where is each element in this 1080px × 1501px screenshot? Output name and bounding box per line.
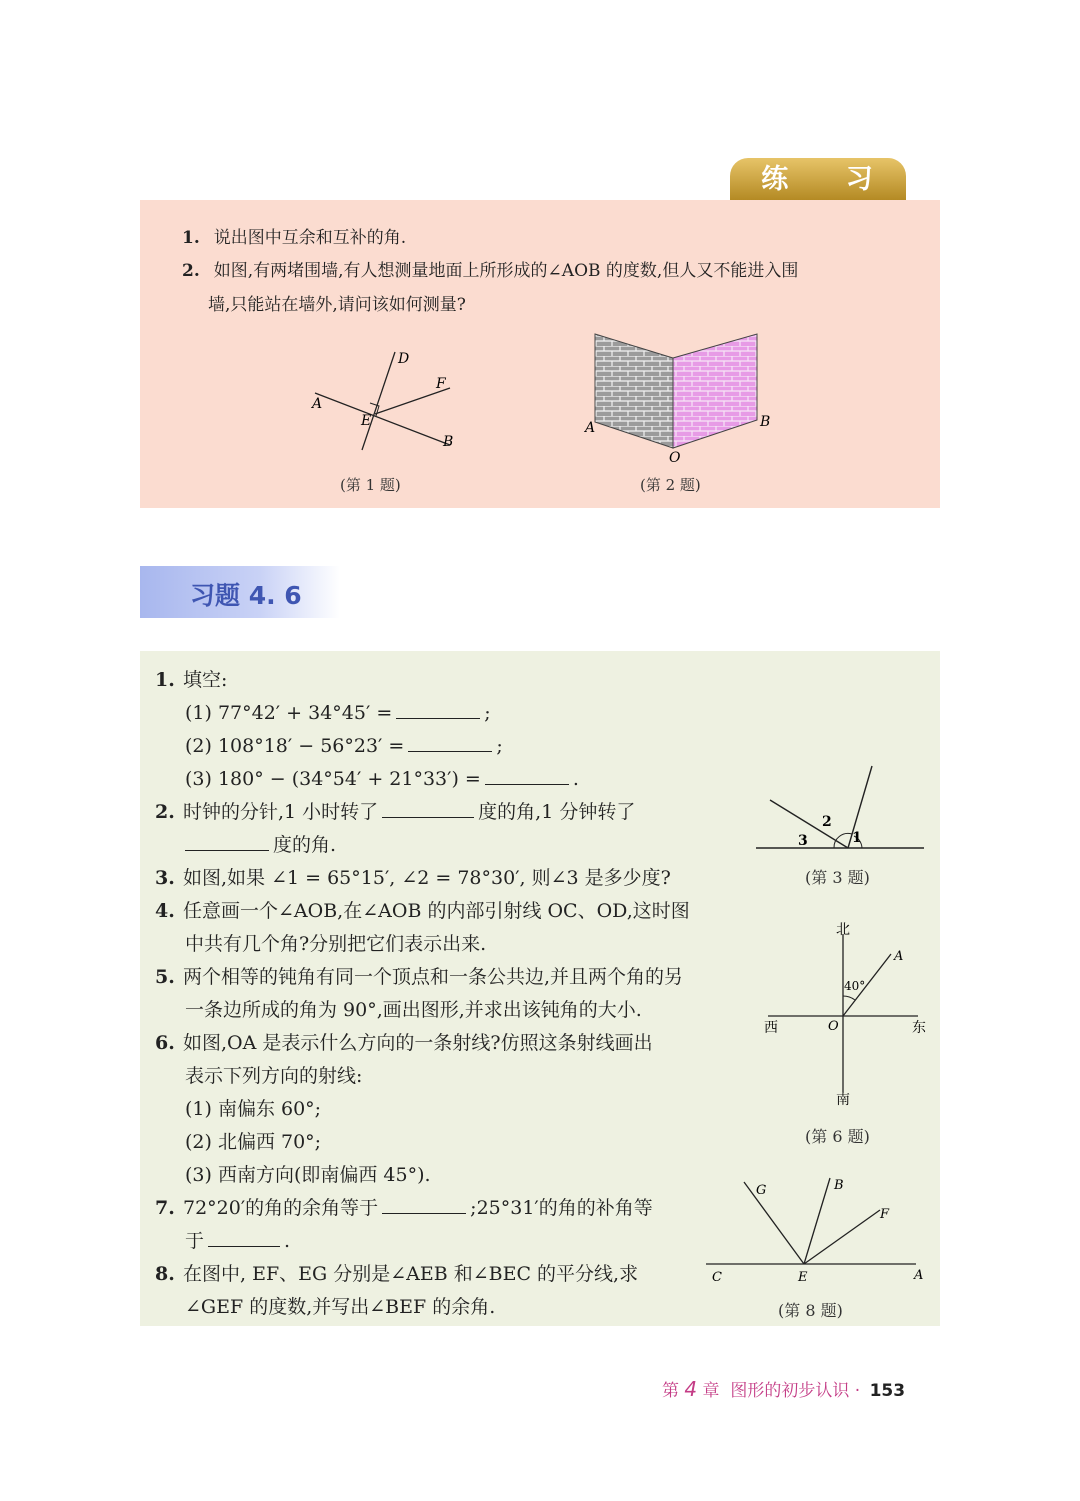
- page-footer: [662, 1376, 905, 1401]
- angle-label: 40°: [844, 979, 866, 993]
- exercise-question-8: [155, 1258, 638, 1290]
- question-number: 1.: [155, 669, 175, 691]
- punct: .: [284, 1230, 291, 1252]
- practice-question-1: [182, 223, 406, 253]
- question-text: 两个相等的钝角有同一个顶点和一条公共边,并且两个角的另: [183, 966, 684, 988]
- label-east: 东: [912, 1020, 926, 1036]
- label-south: 南: [836, 1092, 850, 1108]
- label-o: O: [828, 1019, 839, 1034]
- ray-eg: [744, 1182, 804, 1264]
- q2-text-b: 度的角,1 分钟转了: [478, 801, 636, 823]
- q4-cont: 中共有几个角?分别把它们表示出来.: [185, 933, 487, 955]
- q1-part-2: [155, 730, 503, 762]
- answer-blank[interactable]: [208, 1226, 280, 1247]
- figure-8: [704, 1172, 934, 1290]
- q5-cont: 一条边所成的角为 90°,画出图形,并求出该钝角的大小.: [185, 999, 642, 1021]
- label-1: 1: [852, 830, 862, 846]
- question-number: 2.: [182, 261, 200, 281]
- punct: ;: [484, 702, 491, 724]
- label-c: C: [712, 1270, 722, 1285]
- figure-1: [300, 340, 470, 460]
- exercise-question-2: [155, 796, 635, 828]
- q7-text-b: ;25°31′的角的补角等: [470, 1197, 653, 1219]
- exercise-question-4: [155, 895, 690, 927]
- q6-part-1: (1) 南偏东 60°;: [185, 1098, 322, 1120]
- figure-2-caption: (第 2 题): [640, 476, 701, 494]
- question-number: 3.: [155, 867, 175, 889]
- q1-part-2-text: (2) 108°18′ − 56°23′ =: [185, 735, 405, 757]
- question-number: 4.: [155, 900, 175, 922]
- q8-cont: ∠GEF 的度数,并写出∠BEF 的余角.: [185, 1296, 496, 1318]
- exercise-question-7: [155, 1192, 653, 1224]
- label-e: E: [361, 413, 372, 429]
- practice-question-2-cont: 墙,只能站在墙外,请问该如何测量?: [208, 295, 466, 315]
- label-north: 北: [836, 922, 850, 938]
- line-de: [362, 352, 395, 450]
- q1-part-1-text: (1) 77°42′ + 34°45′ =: [185, 702, 393, 724]
- punct: ;: [496, 735, 503, 757]
- chapter-suffix: 章: [702, 1381, 720, 1401]
- answer-blank[interactable]: [382, 797, 474, 818]
- figure-3-caption: (第 3 题): [805, 868, 870, 887]
- question-text: 任意画一个∠AOB,在∠AOB 的内部引射线 OC、OD,这时图: [183, 900, 690, 922]
- q6-part-2: (2) 北偏西 70°;: [185, 1131, 322, 1153]
- angle-arc: [843, 996, 855, 1000]
- ray-ef: [804, 1210, 880, 1264]
- label-a: A: [914, 1268, 924, 1283]
- punct: .: [572, 768, 579, 790]
- label-west: 西: [764, 1020, 778, 1036]
- q2-text-a: 时钟的分针,1 小时转了: [183, 801, 379, 823]
- q1-part-3: [155, 763, 579, 795]
- question-text: 如图,有两堵围墙,有人想测量地面上所形成的∠AOB 的度数,但人又不能进入围: [213, 261, 799, 281]
- question-text: 如图,OA 是表示什么方向的一条射线?仿照这条射线画出: [183, 1032, 653, 1054]
- chapter-number: 4: [684, 1377, 698, 1401]
- label-f: F: [880, 1207, 890, 1222]
- answer-blank[interactable]: [408, 731, 492, 752]
- label-f: F: [436, 376, 446, 392]
- label-o: O: [669, 450, 681, 466]
- figure-3: [752, 760, 932, 860]
- answer-blank[interactable]: [382, 1193, 466, 1214]
- exercise-title: 习题 4. 6: [190, 581, 302, 610]
- q7-text-c: 于: [185, 1230, 205, 1252]
- q2-text-c: 度的角.: [273, 834, 337, 856]
- q6-part-3: (3) 西南方向(即南偏西 45°).: [185, 1164, 431, 1186]
- ray-left: [770, 800, 848, 848]
- label-a: A: [312, 396, 323, 412]
- question-number: 7.: [155, 1197, 175, 1219]
- figure-2: [580, 326, 780, 466]
- q6-cont: 表示下列方向的射线:: [185, 1065, 363, 1087]
- q2-cont: [155, 829, 336, 861]
- line-ab: [315, 393, 450, 445]
- answer-blank[interactable]: [185, 830, 269, 851]
- practice-tab: 练 习: [730, 158, 906, 200]
- wall-right: [673, 334, 757, 448]
- label-d: D: [398, 351, 410, 367]
- label-e: E: [798, 1270, 808, 1285]
- figure-8-caption: (第 8 题): [778, 1301, 843, 1320]
- q1-part-1: [155, 697, 491, 729]
- ray-eb: [804, 1178, 830, 1264]
- wall-left: [595, 334, 673, 448]
- exercise-question-3: [155, 862, 671, 894]
- figure-6-caption: (第 6 题): [805, 1127, 870, 1146]
- question-number: 2.: [155, 801, 175, 823]
- exercise-question-5: [155, 961, 683, 993]
- q7-cont: [155, 1225, 290, 1257]
- answer-blank[interactable]: [485, 764, 569, 785]
- answer-blank[interactable]: [396, 698, 480, 719]
- question-number: 8.: [155, 1263, 175, 1285]
- q7-text-a: 72°20′的角的余角等于: [183, 1197, 379, 1219]
- figure-6: [760, 918, 930, 1110]
- q1-part-3-text: (3) 180° − (34°54′ + 21°33′) =: [185, 768, 481, 790]
- page-number: 153: [869, 1381, 906, 1401]
- label-b: B: [443, 434, 454, 450]
- label-b: B: [760, 414, 771, 430]
- question-number: 6.: [155, 1032, 175, 1054]
- chapter-prefix: 第: [662, 1381, 679, 1401]
- chapter-title: 图形的初步认识 ·: [730, 1381, 861, 1401]
- question-number: 1.: [182, 228, 200, 248]
- practice-question-2: [182, 256, 798, 286]
- figure-1-caption: (第 1 题): [340, 476, 401, 494]
- question-text: 在图中, EF、EG 分别是∠AEB 和∠BEC 的平分线,求: [183, 1263, 639, 1285]
- exercise-question-6: [155, 1027, 653, 1059]
- label-2: 2: [822, 814, 832, 830]
- exercise-question-1: [155, 664, 227, 696]
- label-a: A: [585, 420, 596, 436]
- label-g: G: [756, 1183, 767, 1198]
- question-text: 填空:: [183, 669, 228, 691]
- question-text: 如图,如果 ∠1 = 65°15′, ∠2 = 78°30′, 则∠3 是多少度?: [183, 867, 671, 889]
- label-b: B: [834, 1178, 844, 1193]
- label-a: A: [894, 949, 904, 964]
- question-text: 说出图中互余和互补的角.: [213, 228, 407, 248]
- question-number: 5.: [155, 966, 175, 988]
- label-3: 3: [798, 833, 808, 849]
